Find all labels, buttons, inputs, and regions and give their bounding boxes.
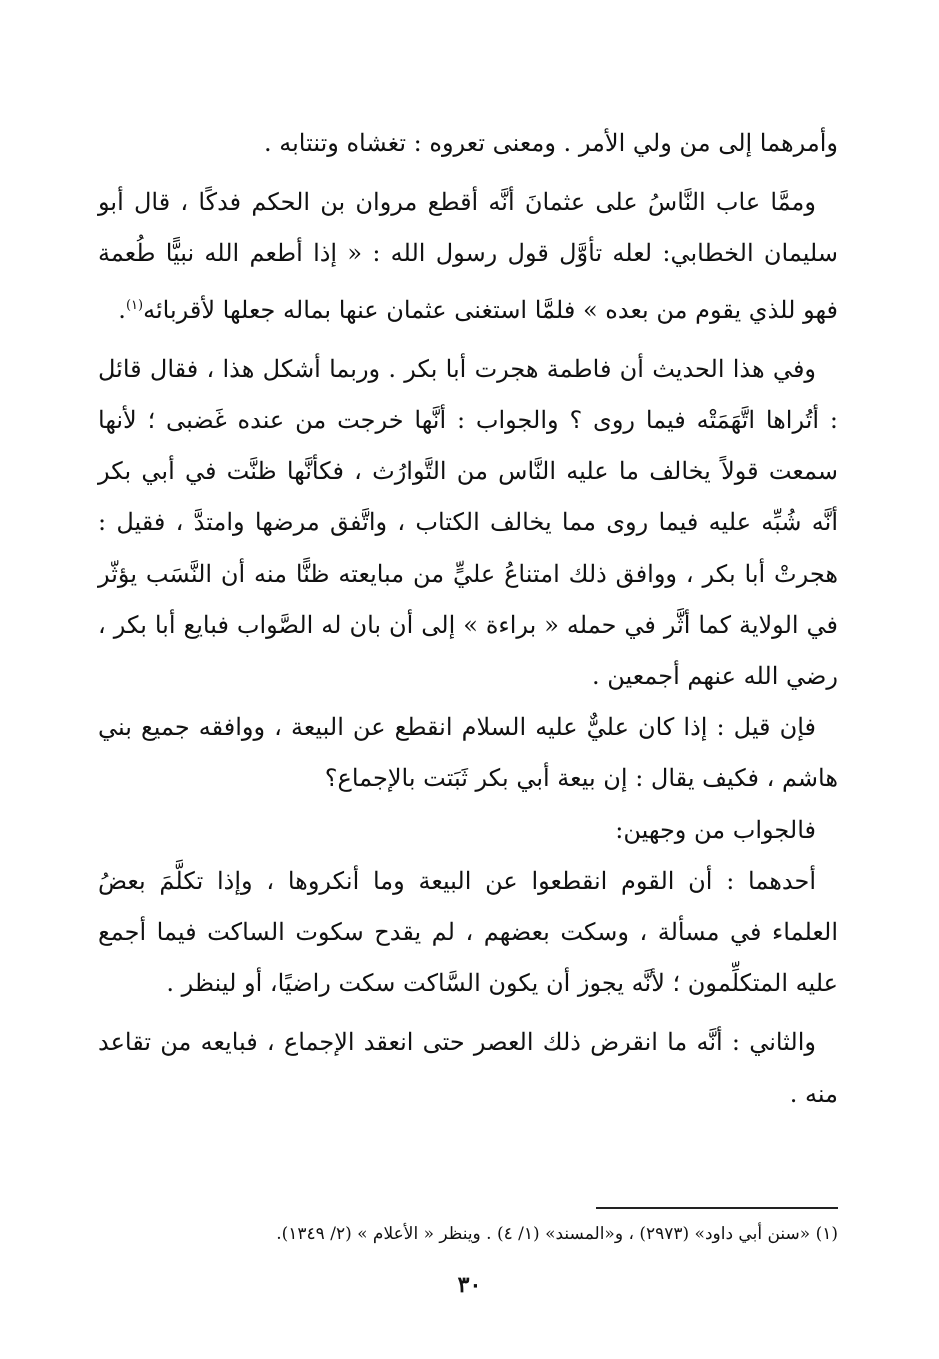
paragraph-6: أحدهما : أن القوم انقطعوا عن البيعة وما أنكروها ، وإذا تكلَّمَ بعضُ العلماء في مسألة ، وسكت بعضهم ، لم يقدح سكوت الساكت فيما أجمع عليه المتكلِّمون ؛ لأنَّه يجوز أن يكون السَّاكت سكت راضيًا، أو لينظر . bbox=[98, 866, 838, 998]
paragraph-7: والثاني : أنَّه ما انقرض ذلك العصر حتى انعقد الإجماع ، فبايعه من تقاعد منه . bbox=[98, 1028, 838, 1108]
footnote: (١) «سنن أبي داود» (٢٩٧٣) ، و«المسند» (١/ ٤) . وينظر « الأعلام » (٢/ ١٣٤٩). bbox=[276, 1224, 838, 1244]
footnote-separator bbox=[596, 1207, 838, 1209]
paragraph-3: وفي هذا الحديث أن فاطمة هجرت أبا بكر . وربما أشكل هذا ، فقال قائل : أتُراها اتَّهَمَتْه فيما روى ؟ والجواب : أنَّها خرجت من عنده غَضبى ؛ لأنها سمعت قولاً يخالف ما عليه النَّاس من التَّوارُث ، فكأنَّها ظنَّت في أبي بكر أنَّه شُبِّه عليه فيما روى مما يخالف الكتاب ، واتَّفق مرضها وامتدَّ ، فقيل : هجرتْ أبا بكر ، ووافق ذلك امتناعُ عليٍّ من مبايعته ظنًّا منه أن النَّسَب يؤثّر في الولاية كما أثَّر في حمله « براءة » إلى أن بان له الصَّواب فبايع أبا بكر ، رضي الله عنهم أجمعين . bbox=[98, 354, 838, 691]
paragraph-2-end: . bbox=[118, 295, 126, 324]
paragraph-4: فإن قيل : إذا كان عليٌّ عليه السلام انقطع عن البيعة ، ووافقه جميع بني هاشم ، فكيف يقال : إن بيعة أبي بكر ثَبَتت بالإجماع؟ bbox=[98, 713, 838, 793]
paragraph-5: فالجواب من وجهين: bbox=[615, 815, 816, 844]
footnote-reference: (١) bbox=[125, 297, 144, 313]
paragraph-1: وأمرهما إلى من ولي الأمر . ومعنى تعروه : تغشاه وتنتابه . bbox=[263, 129, 838, 157]
main-text bbox=[98, 118, 838, 1120]
page-number: ٣٠ bbox=[457, 1272, 482, 1298]
paragraph-2 bbox=[98, 177, 838, 336]
paragraph-2-text: وممَّا عاب النَّاسُ على عثمانَ أنَّه أقطع مروان بن الحكم فدكًا ، قال أبو سليمان الخطابي: لعله تأوَّل قول رسول الله : « إذا أطعم الله نبيًّا طُعمة فهو للذي يقوم من بعده » فلمَّا استغنى عثمان عنها بماله جعلها لأقربائه bbox=[98, 188, 838, 324]
